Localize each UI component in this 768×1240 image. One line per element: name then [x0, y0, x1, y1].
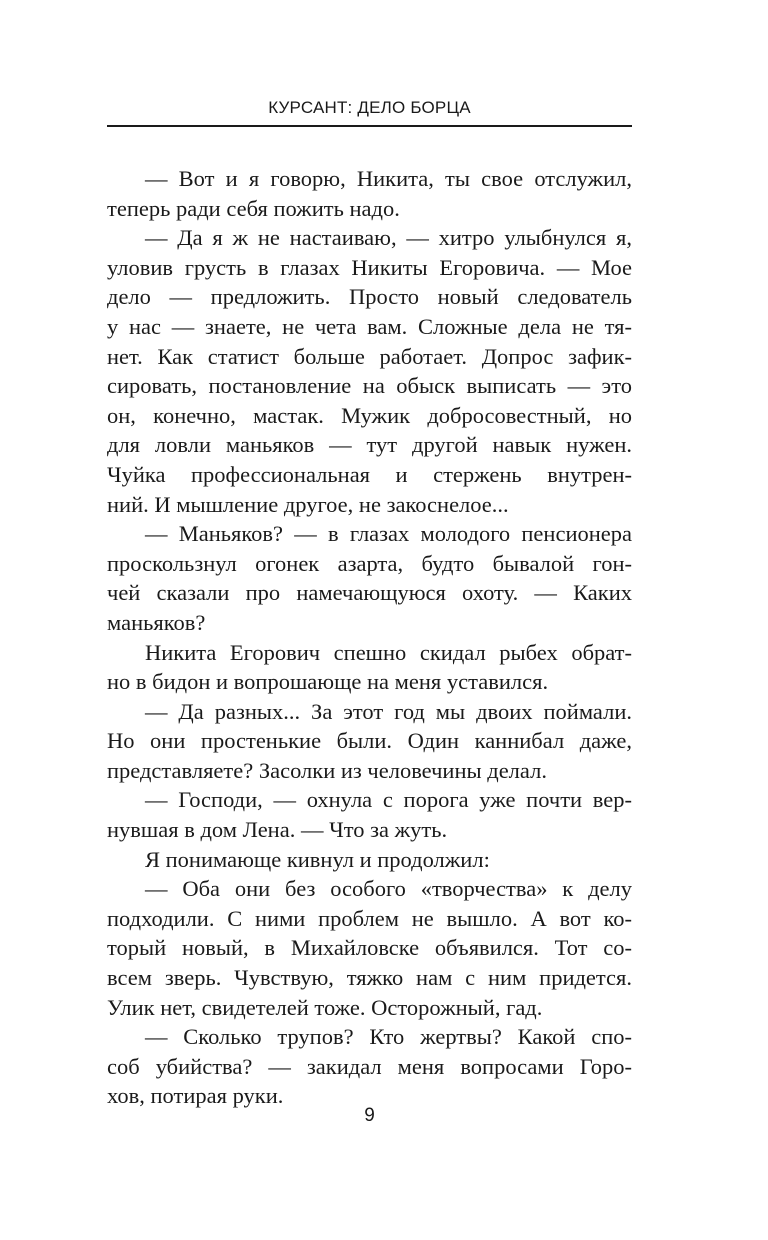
- text-line: для ловли маньяков — тут другой навык нужен.: [107, 432, 632, 458]
- text-line: хов, потирая руки.: [107, 1083, 284, 1109]
- text-line: у нас — знаете, не чета вам. Сложные дела не тя-: [107, 313, 632, 339]
- text-line: уловив грусть в глазах Никиты Егоровича. — Мое: [107, 254, 632, 280]
- text-line: ний. И мышление другое, не закоснелое...: [107, 491, 509, 517]
- text-line: нет. Как статист больше работает. Допрос зафик-: [107, 343, 632, 369]
- text-line: — Оба они без особого «творчества» к делу: [145, 876, 632, 902]
- text-line: чей сказали про намечающуюся охоту. — Каких: [107, 580, 632, 606]
- text-line: — Да разных... За этот год мы двоих поймали.: [145, 698, 632, 724]
- text-line: — Сколько трупов? Кто жертвы? Какой спо-: [145, 1024, 632, 1050]
- text-line: подходили. С ними проблем не вышло. А вот ко-: [107, 905, 632, 931]
- body-text: [107, 164, 632, 1111]
- text-line: соб убийства? — закидал меня вопросами Горо-: [107, 1053, 632, 1079]
- text-line: — Господи, — охнула с порога уже почти вер-: [145, 787, 632, 813]
- running-head: КУРСАНТ: ДЕЛО БОРЦА: [268, 98, 471, 117]
- text-line: он, конечно, мастак. Мужик добросовестный, но: [107, 402, 632, 428]
- text-line: Но они простенькие были. Один каннибал даже,: [107, 728, 632, 754]
- text-line: — Маньяков? — в глазах молодого пенсионера: [145, 521, 632, 547]
- text-line: всем зверь. Чувствую, тяжко нам с ним придется.: [107, 965, 632, 991]
- text-line: но в бидон и вопрошающе на меня уставился.: [107, 669, 549, 695]
- text-line: представляете? Засолки из человечины делал.: [107, 757, 547, 783]
- text-line: сировать, постановление на обыск выписать — это: [107, 373, 632, 399]
- text-line: дело — предложить. Просто новый следователь: [107, 284, 632, 310]
- text-line: Улик нет, свидетелей тоже. Осторожный, гад.: [107, 994, 543, 1020]
- text-line: проскользнул огонек азарта, будто бывалой гон-: [107, 550, 632, 576]
- text-line: Никита Егорович спешно скидал рыбех обрат-: [145, 639, 632, 665]
- text-line: маньяков?: [107, 609, 206, 635]
- text-line: Чуйка профессиональная и стержень внутрен-: [107, 461, 632, 487]
- text-line: Я понимающе кивнул и продолжил:: [145, 846, 490, 872]
- text-line: нувшая в дом Лена. — Что за жуть.: [107, 817, 448, 843]
- text-line: — Да я ж не настаиваю, — хитро улыбнулся я,: [145, 225, 632, 251]
- text-line: теперь ради себя пожить надо.: [107, 195, 400, 221]
- header-rule: [107, 125, 632, 127]
- text-line: — Вот и я говорю, Никита, ты свое отслужил,: [145, 166, 632, 191]
- page-number: 9: [364, 1105, 375, 1126]
- text-line: торый новый, в Михайловске объявился. Тот со-: [107, 935, 632, 961]
